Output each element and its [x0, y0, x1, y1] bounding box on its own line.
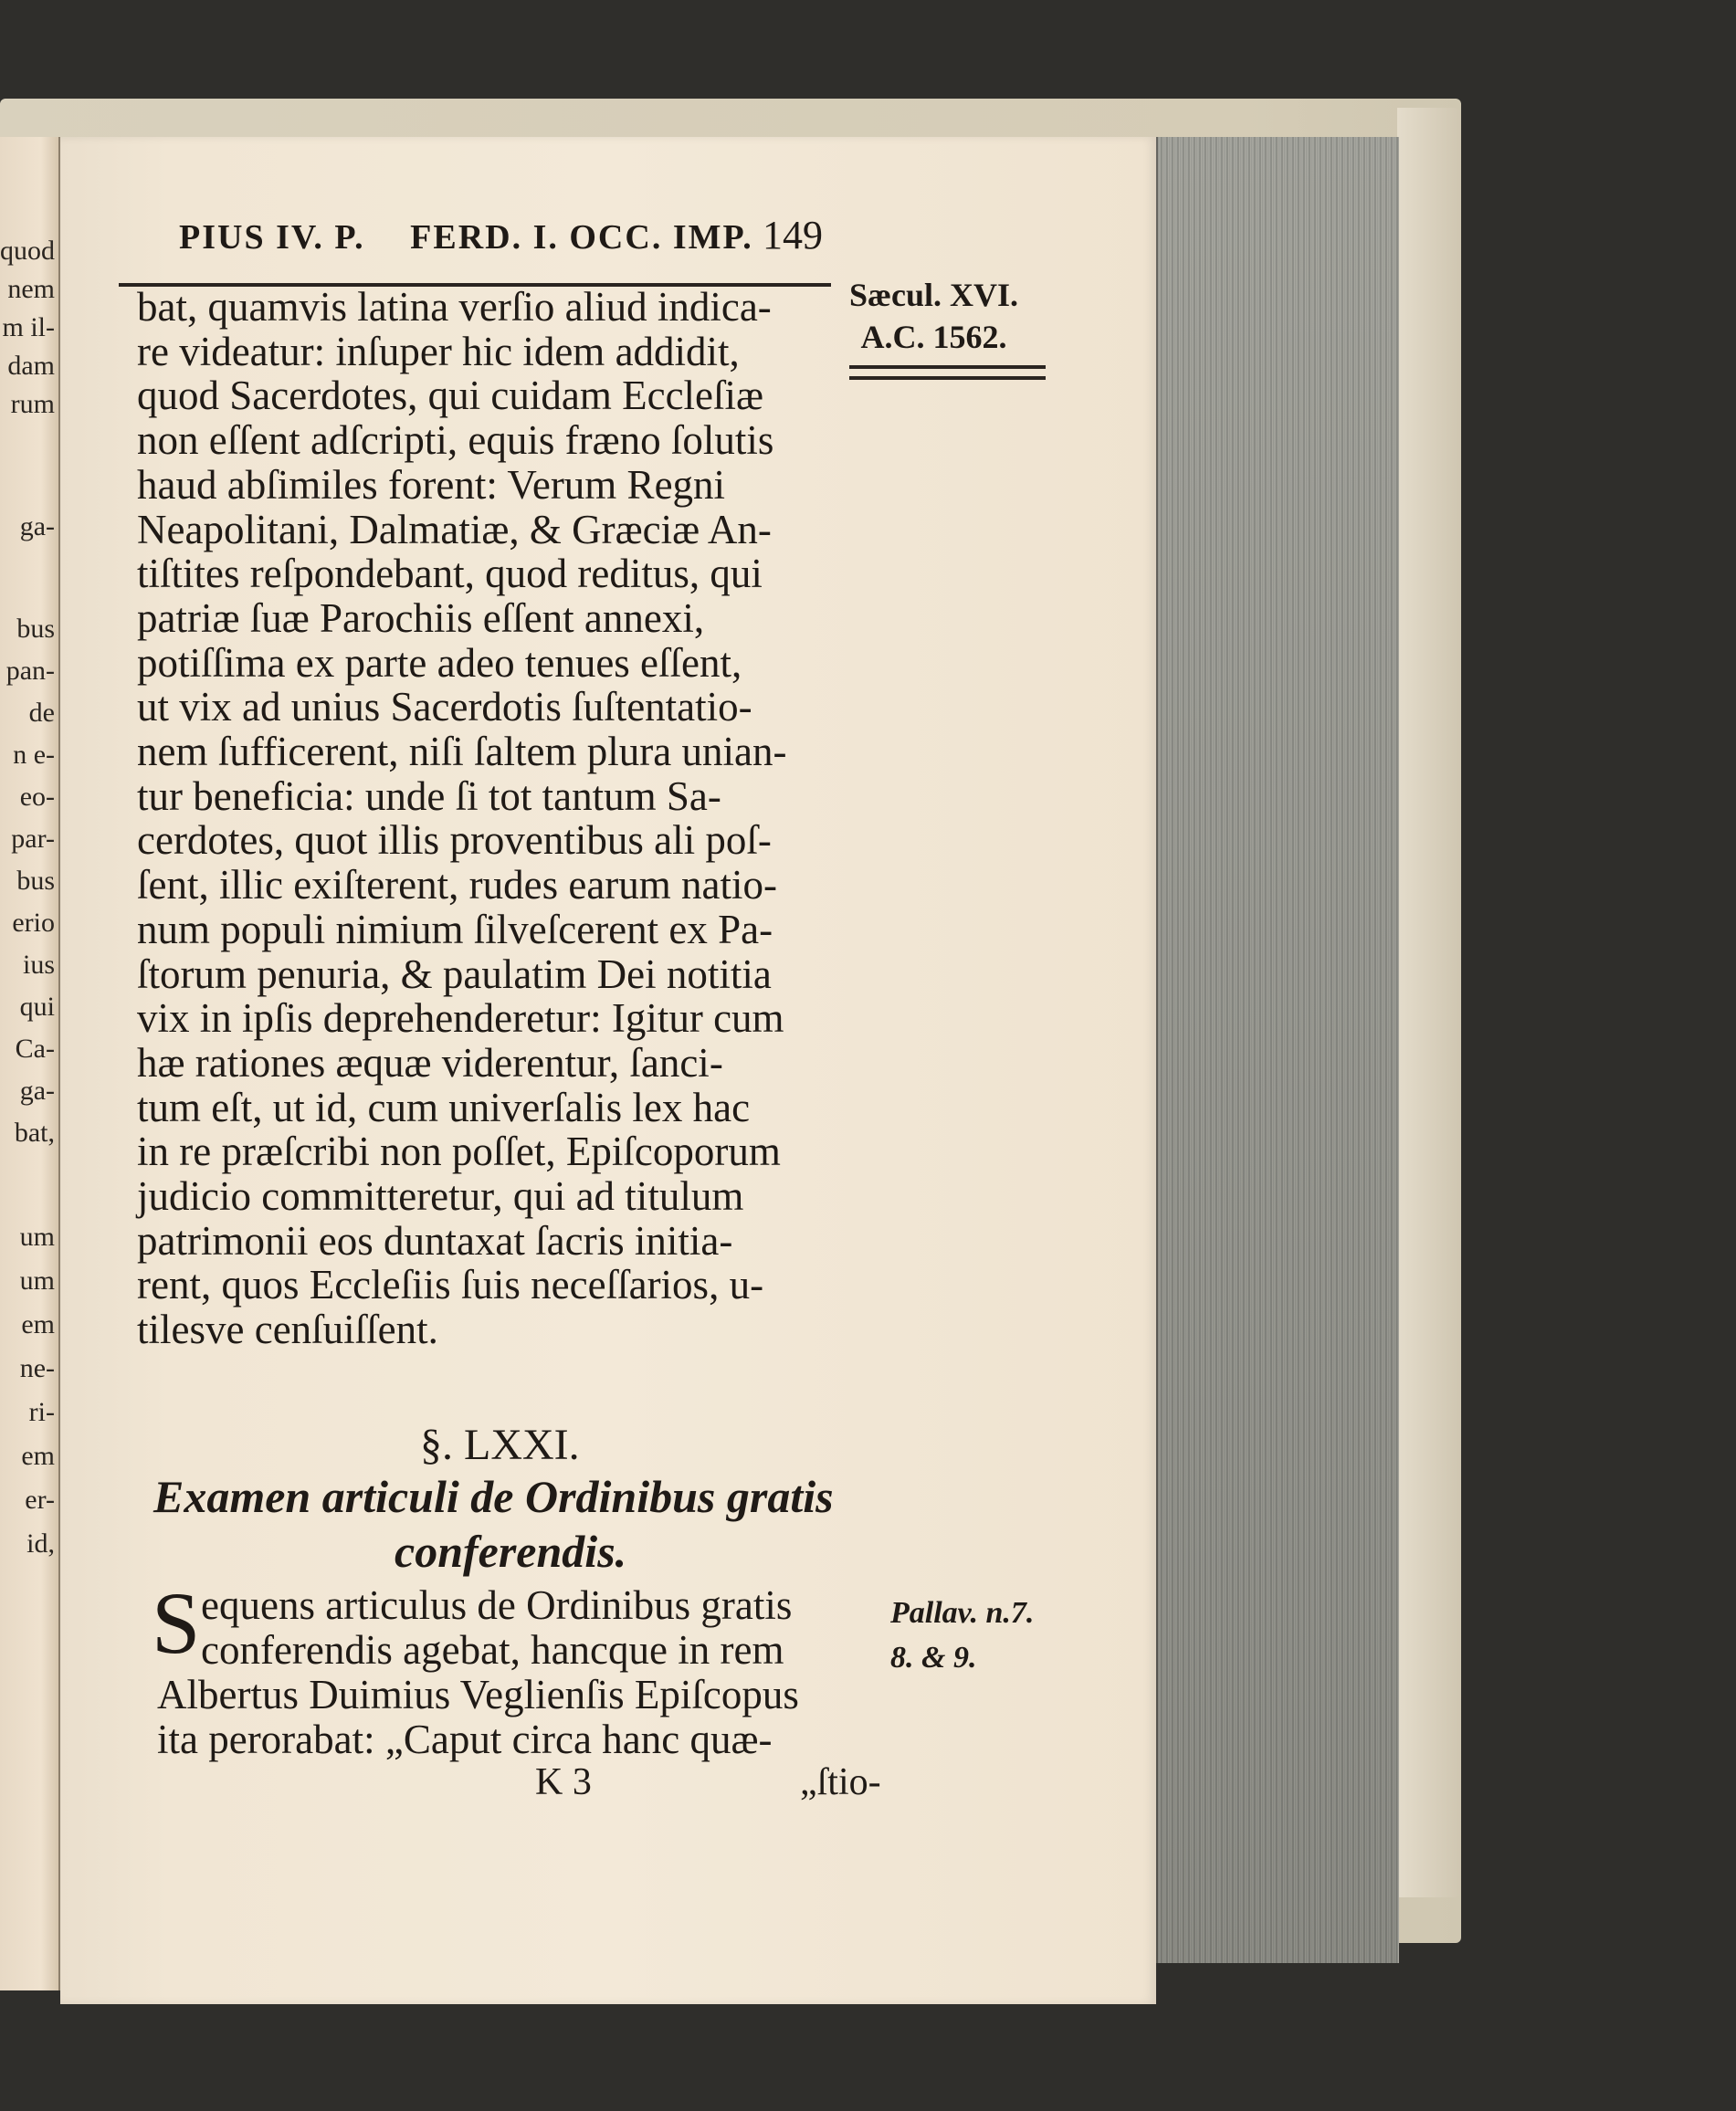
- previous-page-edge: [0, 137, 61, 1990]
- text-line: potiſſima ex parte adeo tenues eſſent,: [137, 639, 742, 686]
- left-fragment: ga-: [19, 511, 55, 541]
- left-fragment: um: [19, 1266, 55, 1296]
- left-fragment: Ca-: [15, 1034, 55, 1064]
- left-fragment: m il-: [2, 312, 55, 342]
- text-line: tur beneficia: unde ſi tot tantum Sa-: [137, 772, 721, 819]
- text-line: quod Sacerdotes, qui cuidam Eccleſiæ: [137, 373, 764, 419]
- left-fragment: qui: [19, 992, 55, 1022]
- left-fragment: quod: [0, 236, 55, 266]
- left-fragment: pan-: [5, 656, 55, 686]
- text-line: nem ſufficerent, niſi ſaltem plura unian-: [137, 729, 787, 775]
- left-fragment: par-: [11, 824, 55, 854]
- left-fragment: rum: [10, 389, 55, 419]
- paragraph-continuation: [157, 1673, 799, 1762]
- margin-note-citation: [890, 1591, 1034, 1680]
- text-line: patrimonii eos duntaxat ſacris initia-: [137, 1217, 733, 1264]
- left-fragment: em: [21, 1441, 55, 1471]
- left-fragment: ri-: [28, 1397, 55, 1427]
- left-fragment: bat,: [14, 1118, 55, 1148]
- left-fragment: ne-: [19, 1353, 55, 1383]
- left-fragment: dam: [7, 351, 55, 381]
- running-head: [179, 217, 788, 257]
- section-title: Examen articuli de Ordinibus gratis: [153, 1471, 834, 1522]
- text-line: tiſtites reſpondebant, quod reditus, qui: [137, 551, 763, 597]
- left-fragment: nem: [7, 274, 55, 304]
- text-line: ita perorabat: „Caput circa hanc quæ-: [157, 1717, 773, 1762]
- left-fragment: ius: [22, 950, 55, 980]
- text-line: ſent, illic exiſterent, rudes earum natio-: [137, 862, 777, 908]
- margin-rule: [849, 365, 1046, 369]
- text-line: equens articulus de Ordinibus gratis: [201, 1582, 793, 1628]
- text-line: ſtorum penuria, & paulatim Dei notitia: [137, 950, 772, 997]
- left-fragment: em: [21, 1309, 55, 1339]
- margin-note-anno: A.C. 1562.: [860, 319, 1007, 355]
- left-fragment: de: [28, 698, 55, 728]
- text-line: vix in ipſis deprehenderetur: Igitur cum: [137, 995, 784, 1042]
- margin-note-year: [849, 274, 1018, 358]
- page-block-shade: [1156, 137, 1397, 1963]
- text-line: in re præſcribi non poſſet, Epiſcoporum: [137, 1129, 781, 1175]
- text-line: Neapolitani, Dalmatiæ, & Græciæ An-: [137, 506, 772, 552]
- left-fragment: n e-: [13, 740, 55, 770]
- text-line: conferendis agebat, hancque in rem: [201, 1627, 784, 1673]
- text-line: haud abſimiles forent: Verum Regni: [137, 461, 726, 508]
- left-fragment: id,: [26, 1528, 55, 1559]
- text-line: re videatur: inſuper hic idem addidit,: [137, 328, 740, 374]
- signature-mark: K 3: [535, 1761, 592, 1803]
- left-fragment: erio: [12, 908, 55, 938]
- citation-line: 8. & 9.: [890, 1641, 977, 1675]
- text-line: judicio committeretur, qui ad titulum: [137, 1173, 744, 1220]
- catchword: „ſtio-: [800, 1761, 881, 1803]
- margin-rule: [849, 376, 1046, 380]
- running-head-left: PIUS IV. P.: [179, 218, 365, 257]
- left-fragment: er-: [25, 1485, 55, 1515]
- back-cover-edge: [1397, 108, 1461, 1897]
- text-line: non eſſent adſcripti, equis fræno ſolutis: [137, 417, 774, 464]
- section-title-continued: conferendis.: [395, 1526, 627, 1577]
- left-fragment: ga-: [19, 1076, 55, 1106]
- left-fragment: eo-: [19, 782, 55, 812]
- paragraph-opening: [201, 1583, 792, 1673]
- text-line: patriæ ſuæ Parochiis eſſent annexi,: [137, 594, 705, 641]
- text-line: cerdotes, quot illis proventibus ali poſ-: [137, 817, 772, 864]
- citation-line: Pallav. n.7.: [890, 1596, 1035, 1630]
- text-line: rent, quos Eccleſiis ſuis neceſſarios, u-: [137, 1262, 764, 1308]
- text-line: bat, quamvis latina verſio aliud indica-: [137, 284, 772, 330]
- text-line: ut vix ad unius Sacerdotis ſuſtentatio-: [137, 684, 752, 730]
- body-text: [137, 285, 868, 1352]
- margin-note-century: Sæcul. XVI.: [849, 277, 1019, 313]
- text-line: num populi nimium ſilveſcerent ex Pa-: [137, 906, 773, 952]
- page-number: 149: [763, 213, 823, 257]
- section-number: §. LXXI.: [420, 1421, 580, 1469]
- text-line: Albertus Duimius Veglienſis Epiſcopus: [157, 1672, 799, 1717]
- drop-cap: S: [152, 1574, 201, 1672]
- left-fragment: bus: [16, 614, 55, 644]
- running-head-center: FERD. I. OCC. IMP.: [410, 218, 753, 257]
- left-fragment: um: [19, 1222, 55, 1252]
- text-line: tum eſt, ut id, cum univerſalis lex hac: [137, 1084, 751, 1130]
- text-line: hæ rationes æquæ viderentur, ſanci-: [137, 1039, 723, 1086]
- text-line: tilesve cenſuiſſent.: [137, 1307, 438, 1353]
- left-fragment: bus: [16, 866, 55, 896]
